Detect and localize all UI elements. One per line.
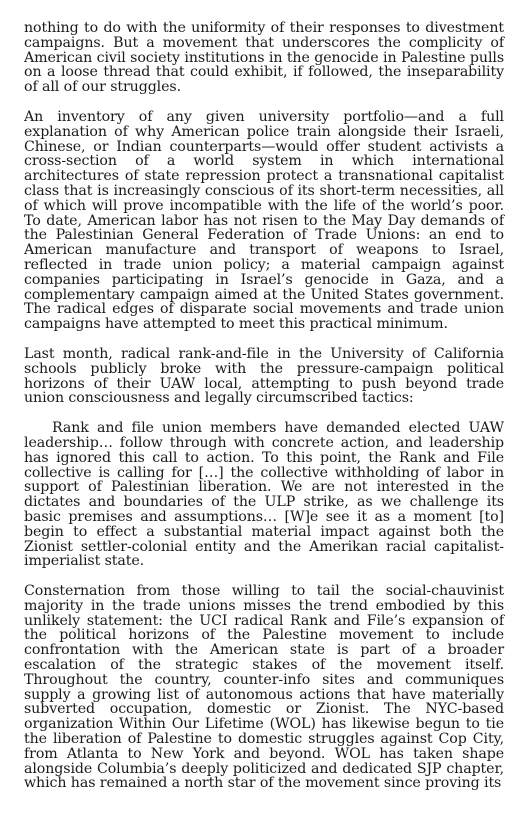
block-quote: Rank and file union members have demanded elected UAW leadership… follow through with concrete action, and leadership has ignored this call to action. To this point, the Rank and File collective is calling for […] the collective withholding of labor in support of Palestinian liberation. We are not interested in the dictates and boundaries of the ULP strike, as we challenge its basic premises and assumptions… [W]e see it as a moment [to] begin to effect a substantial material impact against both the Zionist settler-colonial entity and the Amerikan racial capitalist-imperialist state. — [24, 420, 504, 570]
paragraph-consternation: Consternation from those willing to tail the social-chauvinist majority in the trade unions misses the trend embodied by this unlikely statement: the UCI radical Rank and File’s expansion of the political horizons of the Palestine movement to include confrontation with the American state is part of a broader escalation of the strategic stakes of the movement itself. Throughout the country, counter-info sites and communiques supply a growing list of autonomous actions that have materially subverted occupation, domestic or Zionist. The NYC-based organization Within Our Lifetime (WOL) has likewise begun to tie the liberation of Palestine to domestic struggles against Cop City, from Atlanta to New York and beyond. WOL has taken shape alongside Columbia’s deeply politicized and dedicated SJP chapter, which has remained a north star of the movement since proving its — [24, 583, 504, 792]
paragraph-inventory: An inventory of any given university portfolio—and a full explanation of why American police train alongside their Israeli, Chinese, or Indian counterparts—would offer student activists a cross-section of a world system in which international architectures of state repression protect a transnational capitalist class that is increasingly conscious of its short-term necessities, all of which will prove incompatible with the life of the world’s poor. To date, American labor has not risen to the May Day demands of the Palestinian General Federation of Trade Unions: an end to American manufacture and transport of weapons to Israel, reflected in trade union policy; a material campaign against companies participating in Israel’s genocide in Gaza, and a complementary campaign aimed at the United States government. The radical edges of disparate social movements and trade union campaigns have attempted to meet this practical minimum. — [24, 108, 504, 333]
paragraph-rank-and-file: Last month, radical rank-and-file in the University of California schools publicly broke with the pressure-campaign political horizons of their UAW local, attempting to push beyond trade union consciousness and legally circumscribed tactics: — [24, 345, 504, 407]
paragraph-divestment: nothing to do with the uniformity of their responses to divestment campaigns. But a movement that underscores the complicity of American civil society institutions in the genocide in Palestine pulls on a loose thread that could exhibit, if followed, the inseparability of all of our struggles. — [24, 20, 504, 96]
document-body — [24, 21, 504, 806]
